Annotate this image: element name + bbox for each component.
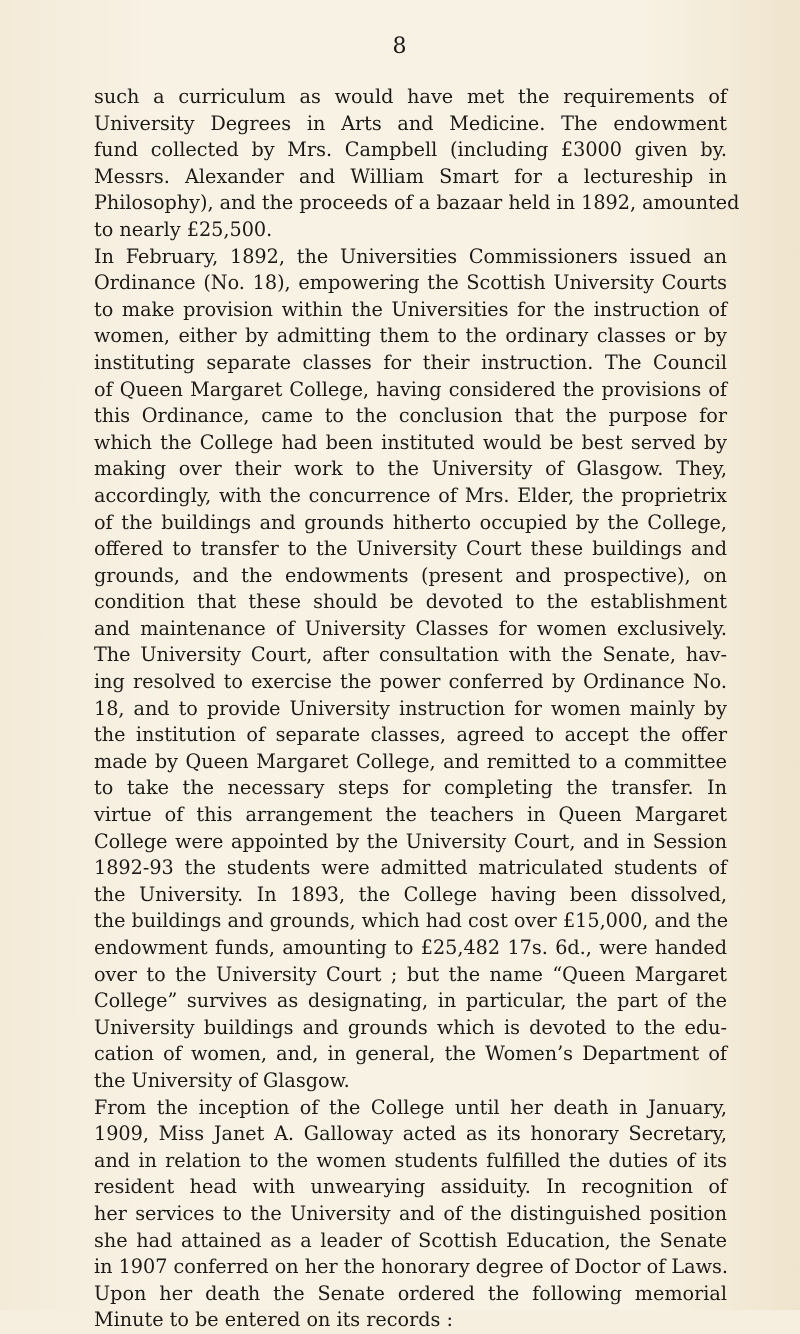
text-line: of Queen Margaret College, having considered the provisions of bbox=[94, 377, 727, 401]
text-line: her services to the University and of the distinguished position bbox=[94, 1201, 727, 1225]
body-text bbox=[94, 84, 740, 1334]
text-line: the University. In 1893, the College having been dissolved, bbox=[94, 882, 727, 906]
text-line: Ordinance (No. 18), empowering the Scottish University Courts bbox=[94, 271, 727, 295]
text-line: over to the University Court ; but the name “Queen Margaret bbox=[94, 962, 727, 986]
text-line: to make provision within the Universities for the instruction of bbox=[94, 297, 727, 321]
text-line: accordingly, with the concurrence of Mrs. Elder, the proprietrix bbox=[94, 483, 727, 507]
text-line: In February, 1892, the Universities Commissioners issued an bbox=[94, 244, 727, 268]
text-line: she had attained as a leader of Scottish Education, the Senate bbox=[94, 1228, 727, 1252]
text-line: University buildings and grounds which is devoted to the edu- bbox=[94, 1015, 727, 1039]
text-line: made by Queen Margaret College, and remitted to a committee bbox=[94, 749, 727, 773]
text-line: From the inception of the College until her death in January, bbox=[94, 1095, 727, 1119]
text-line: virtue of this arrangement the teachers in Queen Margaret bbox=[94, 803, 727, 827]
text-line: Messrs. Alexander and William Smart for a lectureship in bbox=[94, 164, 727, 188]
text-line: and in relation to the women students fulfilled the duties of its bbox=[94, 1148, 727, 1172]
text-line: Minute to be entered on its records : bbox=[94, 1308, 453, 1332]
text-line: the institution of separate classes, agreed to accept the offer bbox=[94, 723, 727, 747]
text-line: to nearly £25,500. bbox=[94, 217, 273, 241]
text-line: Upon her death the Senate ordered the following memorial bbox=[94, 1281, 727, 1305]
text-line: resident head with unwearying assiduity. In recognition of bbox=[94, 1175, 727, 1199]
page-number: 8 bbox=[392, 34, 408, 59]
text-line: the buildings and grounds, which had cost over £15,000, and the bbox=[94, 909, 729, 933]
text-line: in 1907 conferred on her the honorary degree of Doctor of Laws. bbox=[94, 1255, 728, 1279]
text-line: College were appointed by the University Court, and in Session bbox=[94, 829, 727, 853]
text-line: such a curriculum as would have met the requirements of bbox=[94, 85, 727, 108]
text-line: endowment funds, amounting to £25,482 17s. 6d., were handed bbox=[94, 936, 727, 959]
text-line: 18, and to provide University instruction for women mainly by bbox=[94, 696, 727, 720]
text-line: The University Court, after consultation with the Senate, hav- bbox=[94, 643, 727, 667]
text-line: and maintenance of University Classes for women exclusively. bbox=[94, 616, 727, 640]
text-line: making over their work to the University of Glasgow. They, bbox=[94, 457, 727, 481]
text-line: grounds, and the endowments (present and prospective), on bbox=[94, 563, 727, 587]
text-line: College” survives as designating, in particular, the part of the bbox=[94, 989, 727, 1013]
text-line: which the College had been instituted would be best served by bbox=[94, 430, 727, 454]
text-line: instituting separate classes for their instruction. The Council bbox=[94, 350, 727, 374]
text-line: ing resolved to exercise the power conferred by Ordinance No. bbox=[94, 670, 727, 694]
text-line: cation of women, and, in general, the Women’s Department of bbox=[94, 1042, 727, 1066]
text-line: the University of Glasgow. bbox=[94, 1068, 350, 1092]
text-line: of the buildings and grounds hitherto occupied by the College, bbox=[94, 510, 727, 534]
text-line: Philosophy), and the proceeds of a bazaar held in 1892, amounted bbox=[94, 191, 740, 215]
text-line: this Ordinance, came to the conclusion that the purpose for bbox=[94, 404, 727, 428]
text-line: offered to transfer to the University Court these buildings and bbox=[94, 537, 727, 561]
text-line: 1892-93 the students were admitted matriculated students of bbox=[94, 856, 727, 880]
text-line: 1909, Miss Janet A. Galloway acted as its honorary Secretary, bbox=[94, 1122, 727, 1146]
text-line: to take the necessary steps for completing the transfer. In bbox=[94, 776, 727, 800]
text-line: fund collected by Mrs. Campbell (including £3000 given by. bbox=[94, 138, 727, 162]
text-line: condition that these should be devoted to the establishment bbox=[94, 590, 727, 614]
text-line: University Degrees in Arts and Medicine. The endowment bbox=[94, 111, 727, 135]
text-line: women, either by admitting them to the ordinary classes or by bbox=[94, 324, 727, 348]
